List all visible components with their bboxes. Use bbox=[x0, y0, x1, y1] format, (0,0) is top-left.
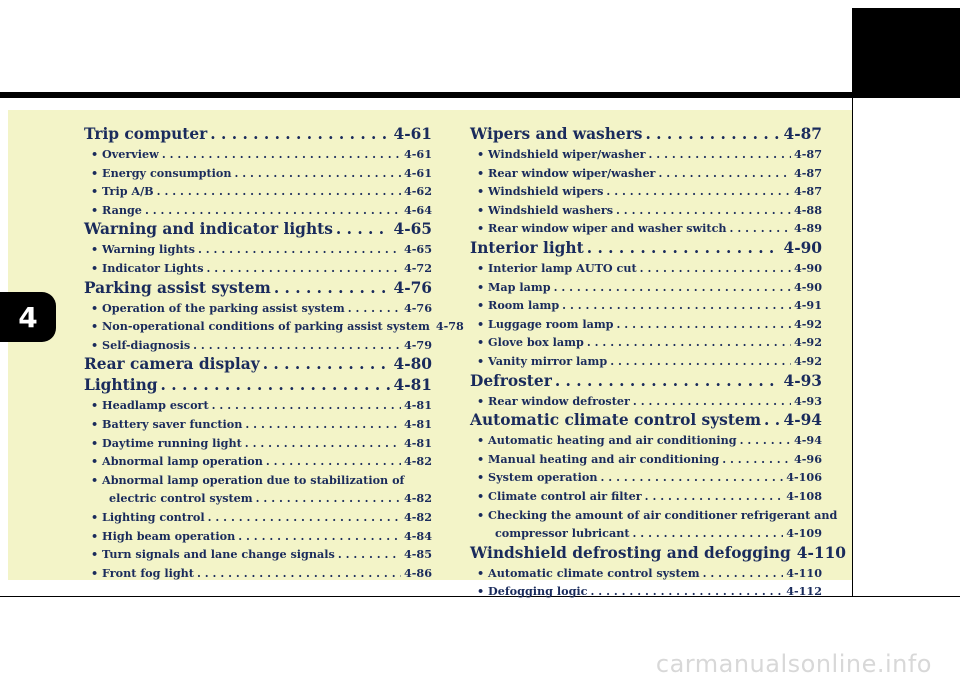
item-page-number: 4-85 bbox=[404, 547, 432, 562]
toc-section-entry[interactable] bbox=[470, 124, 822, 144]
item-label: • Rear window wiper and washer switch bbox=[477, 219, 727, 238]
watermark: carmanualsonline.info bbox=[655, 650, 932, 678]
toc-section-entry[interactable] bbox=[470, 238, 822, 258]
section-page-number: 4-94 bbox=[783, 411, 822, 430]
item-page-number: 4-88 bbox=[794, 202, 822, 217]
item-label-continued: compressor lubricant bbox=[495, 526, 630, 541]
dot-leader bbox=[198, 240, 401, 259]
toc-item-entry[interactable] bbox=[470, 392, 822, 411]
item-label: • Manual heating and air conditioning bbox=[477, 450, 719, 469]
dot-leader bbox=[601, 468, 784, 487]
item-page-number: 4-93 bbox=[794, 393, 822, 408]
item-page-number: 4-87 bbox=[794, 165, 822, 180]
item-page-number: 4-87 bbox=[794, 147, 822, 161]
item-page-number: 4-82 bbox=[404, 491, 432, 506]
dot-leader bbox=[633, 392, 791, 411]
toc-item-entry[interactable] bbox=[84, 145, 432, 164]
item-label: • Front fog light bbox=[91, 564, 194, 583]
toc-item-entry[interactable] bbox=[470, 487, 822, 506]
toc-item-entry[interactable] bbox=[84, 545, 432, 564]
item-page-number: 4-94 bbox=[794, 433, 822, 448]
item-label: • Daytime running light bbox=[91, 434, 242, 453]
section-page-number: 4-110 bbox=[796, 543, 847, 562]
toc-item-entry[interactable] bbox=[84, 564, 432, 583]
chapter-number: 4 bbox=[18, 300, 38, 334]
dot-leader bbox=[587, 238, 781, 258]
toc-item-entry[interactable] bbox=[84, 508, 432, 527]
item-label: • System operation bbox=[477, 468, 598, 487]
item-label: • Interior lamp AUTO cut bbox=[477, 259, 637, 278]
dot-leader bbox=[162, 145, 401, 164]
dot-leader bbox=[274, 278, 391, 298]
section-page-number: 4-87 bbox=[783, 125, 822, 143]
toc-item-entry[interactable] bbox=[470, 333, 822, 352]
dot-leader bbox=[245, 434, 401, 453]
dot-leader bbox=[256, 489, 401, 508]
item-page-number: 4-109 bbox=[786, 526, 822, 541]
item-page-number: 4-79 bbox=[404, 337, 432, 352]
section-title: Lighting bbox=[84, 376, 158, 395]
item-label: • Map lamp bbox=[477, 278, 551, 297]
dot-leader bbox=[590, 582, 783, 601]
toc-item-continuation[interactable] bbox=[84, 489, 432, 508]
toc-item-entry[interactable] bbox=[470, 259, 822, 278]
section-page-number: 4-76 bbox=[393, 278, 432, 297]
top-rule bbox=[0, 92, 960, 98]
section-page-number: 4-81 bbox=[393, 376, 432, 395]
dot-leader bbox=[145, 201, 401, 220]
item-page-number: 4-96 bbox=[794, 451, 822, 466]
toc-item-entry[interactable] bbox=[84, 201, 432, 220]
toc-item-entry[interactable] bbox=[84, 527, 432, 546]
item-page-number: 4-86 bbox=[404, 565, 432, 580]
item-page-number: 4-76 bbox=[404, 300, 432, 315]
dot-leader bbox=[338, 545, 401, 564]
item-page-number: 4-92 bbox=[794, 335, 822, 350]
item-page-number: 4-82 bbox=[404, 509, 432, 524]
section-title: Rear camera display bbox=[84, 355, 260, 374]
section-page-number: 4-90 bbox=[783, 238, 822, 257]
dot-leader bbox=[212, 396, 401, 415]
item-label: • Warning lights bbox=[91, 240, 195, 259]
item-page-number: 4-62 bbox=[404, 184, 432, 199]
item-page-number: 4-91 bbox=[794, 298, 822, 313]
item-label: • Turn signals and lane change signals bbox=[91, 545, 335, 564]
toc-item-entry[interactable] bbox=[84, 415, 432, 434]
section-title: Automatic climate control system bbox=[470, 411, 762, 430]
item-page-number: 4-90 bbox=[794, 260, 822, 275]
item-page-number: 4-82 bbox=[404, 454, 432, 469]
item-label: • Luggage room lamp bbox=[477, 315, 614, 334]
dot-leader bbox=[157, 182, 401, 201]
dot-leader bbox=[633, 524, 784, 543]
dot-leader bbox=[587, 333, 791, 352]
section-title: Trip computer bbox=[84, 125, 208, 143]
item-label: • Abnormal lamp operation bbox=[91, 452, 263, 471]
dot-leader bbox=[336, 219, 391, 239]
item-page-number: 4-112 bbox=[786, 584, 822, 599]
dot-leader bbox=[210, 124, 390, 144]
section-title: Parking assist system bbox=[84, 278, 271, 297]
item-page-number: 4-90 bbox=[794, 279, 822, 294]
toc-left-column bbox=[84, 124, 464, 582]
toc-item-entry[interactable] bbox=[470, 352, 822, 371]
item-label: • Headlamp escort bbox=[91, 396, 209, 415]
item-label: • Defogging logic bbox=[477, 582, 587, 601]
page-edge-line bbox=[852, 98, 853, 596]
section-title: Wipers and washers bbox=[470, 125, 643, 143]
toc-section-entry[interactable] bbox=[84, 219, 432, 239]
dot-leader bbox=[616, 201, 791, 220]
toc-item-entry[interactable] bbox=[470, 278, 822, 297]
dot-leader bbox=[234, 164, 401, 183]
toc-item-entry[interactable] bbox=[84, 240, 432, 259]
item-label: • Non-operational conditions of parking assist system bbox=[91, 317, 430, 336]
item-label: • Automatic heating and air conditioning bbox=[477, 431, 737, 450]
toc-item-entry[interactable] bbox=[84, 471, 432, 490]
section-page-number: 4-93 bbox=[783, 371, 822, 390]
toc-item-entry[interactable] bbox=[470, 450, 822, 469]
dot-leader bbox=[606, 182, 791, 201]
dot-leader bbox=[562, 296, 791, 315]
section-title: Warning and indicator lights bbox=[84, 220, 333, 239]
item-label: • Self-diagnosis bbox=[91, 336, 190, 355]
dot-leader bbox=[238, 527, 401, 546]
dot-leader bbox=[193, 336, 401, 355]
dot-leader bbox=[263, 354, 391, 374]
toc-item-entry[interactable] bbox=[84, 299, 432, 318]
dot-leader bbox=[703, 564, 784, 583]
item-page-number: 4-110 bbox=[786, 565, 822, 580]
item-page-number: 4-61 bbox=[404, 147, 432, 161]
section-page-number: 4-65 bbox=[393, 220, 432, 239]
item-page-number: 4-81 bbox=[404, 398, 432, 413]
dot-leader bbox=[245, 415, 401, 434]
toc-item-entry[interactable] bbox=[470, 219, 822, 238]
dot-leader bbox=[207, 259, 401, 278]
dot-leader bbox=[554, 278, 791, 297]
toc-item-entry[interactable] bbox=[84, 317, 464, 336]
item-label: • Overview bbox=[91, 145, 159, 164]
toc-item-entry[interactable] bbox=[470, 164, 822, 183]
item-page-number: 4-89 bbox=[794, 221, 822, 236]
toc-item-entry[interactable] bbox=[470, 431, 822, 450]
toc-item-entry[interactable] bbox=[470, 506, 838, 525]
toc-item-entry[interactable] bbox=[470, 296, 822, 315]
item-page-number: 4-106 bbox=[786, 470, 822, 485]
item-page-number: 4-81 bbox=[404, 416, 432, 431]
item-label: • Energy consumption bbox=[91, 164, 231, 183]
toc-item-entry[interactable] bbox=[470, 468, 822, 487]
toc-item-entry[interactable] bbox=[84, 396, 432, 415]
toc-section-entry[interactable] bbox=[84, 354, 432, 374]
dot-leader bbox=[645, 487, 784, 506]
item-label: • Windshield wiper/washer bbox=[477, 145, 646, 164]
toc-section-entry[interactable] bbox=[470, 410, 822, 430]
item-label: • Rear window defroster bbox=[477, 392, 630, 411]
item-label: • Range bbox=[91, 201, 142, 220]
dot-leader bbox=[730, 219, 791, 238]
toc-item-continuation[interactable] bbox=[470, 524, 822, 543]
dot-leader bbox=[555, 371, 781, 391]
dot-leader bbox=[161, 375, 391, 395]
dot-leader bbox=[722, 450, 791, 469]
toc-item-entry[interactable] bbox=[470, 564, 822, 583]
toc-item-entry[interactable] bbox=[470, 315, 822, 334]
item-label: • Indicator Lights bbox=[91, 259, 204, 278]
item-label: • High beam operation bbox=[91, 527, 235, 546]
dot-leader bbox=[266, 452, 401, 471]
toc-section-entry[interactable] bbox=[84, 124, 432, 144]
section-page-number: 4-61 bbox=[393, 125, 432, 143]
dot-leader bbox=[208, 508, 401, 527]
toc-item-entry[interactable] bbox=[84, 259, 432, 278]
item-label-continued: electric control system bbox=[109, 491, 253, 506]
dot-leader bbox=[348, 299, 401, 318]
item-label: • Rear window wiper/washer bbox=[477, 164, 655, 183]
toc-item-entry[interactable] bbox=[84, 182, 432, 201]
item-page-number: 4-81 bbox=[404, 435, 432, 450]
item-page-number: 4-65 bbox=[404, 242, 432, 257]
corner-tab-block bbox=[852, 8, 960, 98]
item-label: • Abnormal lamp operation due to stabilization of bbox=[91, 473, 404, 487]
toc-item-entry[interactable] bbox=[470, 145, 822, 164]
toc-item-entry[interactable] bbox=[84, 434, 432, 453]
item-label: • Trip A/B bbox=[91, 182, 154, 201]
item-label: • Glove box lamp bbox=[477, 333, 584, 352]
item-label: • Lighting control bbox=[91, 508, 205, 527]
chapter-tab[interactable] bbox=[0, 292, 56, 342]
item-label: • Battery saver function bbox=[91, 415, 242, 434]
section-title: Interior light bbox=[470, 238, 584, 257]
item-label: • Room lamp bbox=[477, 296, 559, 315]
toc-section-entry[interactable] bbox=[470, 543, 847, 563]
item-label: • Climate control air filter bbox=[477, 487, 642, 506]
dot-leader bbox=[645, 124, 780, 144]
item-page-number: 4-108 bbox=[786, 488, 822, 503]
toc-item-entry[interactable] bbox=[84, 164, 432, 183]
dot-leader bbox=[740, 431, 791, 450]
toc-item-entry[interactable] bbox=[470, 201, 822, 220]
item-page-number: 4-61 bbox=[404, 165, 432, 180]
toc-right-column bbox=[470, 124, 847, 601]
item-label: • Operation of the parking assist system bbox=[91, 299, 345, 318]
item-page-number: 4-64 bbox=[404, 202, 432, 217]
toc-item-entry[interactable] bbox=[84, 452, 432, 471]
item-page-number: 4-78 bbox=[435, 319, 464, 334]
toc-section-entry[interactable] bbox=[84, 278, 432, 298]
dot-leader bbox=[197, 564, 401, 583]
item-label: • Checking the amount of air conditioner refrigerant and bbox=[477, 508, 837, 522]
item-label: • Vanity mirror lamp bbox=[477, 352, 607, 371]
item-label: • Windshield wipers bbox=[477, 182, 603, 201]
dot-leader bbox=[649, 145, 791, 164]
item-label: • Windshield washers bbox=[477, 201, 613, 220]
item-label: • Automatic climate control system bbox=[477, 564, 700, 583]
item-page-number: 4-92 bbox=[794, 316, 822, 331]
dot-leader bbox=[764, 410, 780, 430]
toc-item-entry[interactable] bbox=[470, 182, 822, 201]
toc-item-entry[interactable] bbox=[470, 582, 822, 601]
dot-leader bbox=[617, 315, 792, 334]
item-page-number: 4-72 bbox=[404, 260, 432, 275]
item-page-number: 4-84 bbox=[404, 528, 432, 543]
item-page-number: 4-87 bbox=[794, 184, 822, 199]
item-page-number: 4-92 bbox=[794, 353, 822, 368]
section-title: Windshield defrosting and defogging bbox=[470, 543, 791, 562]
toc-section-entry[interactable] bbox=[470, 371, 822, 391]
section-title: Defroster bbox=[470, 371, 552, 390]
dot-leader bbox=[610, 352, 791, 371]
toc-section-entry[interactable] bbox=[84, 375, 432, 395]
toc-item-entry[interactable] bbox=[84, 336, 432, 355]
dot-leader bbox=[640, 259, 791, 278]
section-page-number: 4-80 bbox=[393, 355, 432, 374]
dot-leader bbox=[658, 164, 791, 183]
